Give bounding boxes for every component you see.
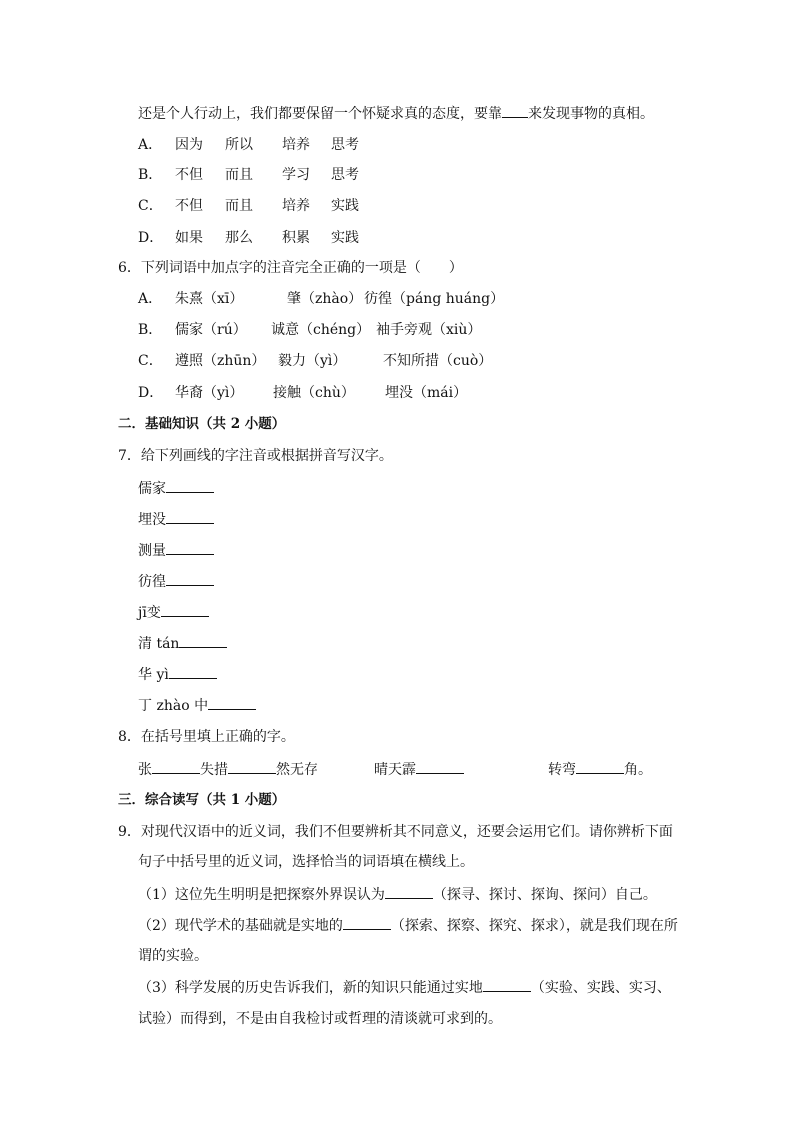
answer-blank <box>166 478 214 493</box>
q5-option-d: D． 如果 那么 积累 实践 <box>138 230 359 246</box>
q7-item: 测量 <box>138 540 214 561</box>
q7-item: 彷徨 <box>138 571 214 592</box>
answer-blank <box>228 759 276 774</box>
q9-sentence-1: （1）这位先生明明是把探察外界误认为 （探寻、探讨、探询、探问）自己。 <box>138 884 657 905</box>
q7-item: 清 tán <box>138 633 227 654</box>
q5-option-c: C． 不但 而且 培养 实践 <box>138 198 359 214</box>
q7-item: 华 yì <box>138 664 217 685</box>
section-2-heading: 二．基础知识（共 2 小题） <box>118 416 286 432</box>
q7-stem: 7．给下列画线的字注音或根据拼音写汉字。 <box>118 448 393 464</box>
answer-blank <box>169 664 217 679</box>
answer-blank <box>576 759 624 774</box>
q6-option-c: C． 遵照（zhūn） 毅力（yì） 不知所措（cuò） <box>138 353 493 369</box>
q7-item: jī变 <box>138 602 209 623</box>
answer-blank <box>483 977 531 992</box>
q7-item: 丁 zhào 中 <box>138 695 256 716</box>
q7-item: 儒家 <box>138 478 214 499</box>
q5-blank <box>502 103 528 118</box>
answer-blank <box>152 759 200 774</box>
q9-sentence-2-cont: 谓的实验。 <box>138 948 208 964</box>
q6-option-d: D． 华裔（yì） 接触（chù） 埋没（mái） <box>138 385 468 401</box>
q9-sentence-3: （3）科学发展的历史告诉我们，新的知识只能通过实地 （实验、实践、实习、 <box>138 977 671 998</box>
q8-items: 张 失措 然无存 晴天霹 转弯 角。 <box>138 759 652 780</box>
answer-blank <box>166 540 214 555</box>
q6-option-b: B． 儒家（rú） 诚意（chéng） 袖手旁观（xiù） <box>138 322 482 338</box>
q6-stem: 6．下列词语中加点字的注音完全正确的一项是（ ） <box>118 260 463 276</box>
q8-stem: 8．在括号里填上正确的字。 <box>118 729 295 745</box>
answer-blank <box>416 759 464 774</box>
answer-blank <box>161 602 209 617</box>
answer-blank <box>166 509 214 524</box>
q5-option-a: A． 因为 所以 培养 思考 <box>138 137 359 153</box>
q6-option-a: A． 朱熹（xī） 肇（zhào） 彷徨（páng huáng） <box>138 291 505 307</box>
section-3-heading: 三．综合读写（共 1 小题） <box>118 792 286 808</box>
answer-blank <box>179 633 227 648</box>
q5-option-b: B． 不但 而且 学习 思考 <box>138 167 359 183</box>
answer-blank <box>385 884 433 899</box>
q9-stem-line-1: 9．对现代汉语中的近义词，我们不但要辨析其不同意义，还要会运用它们。请你辨析下面 <box>118 824 673 840</box>
q9-stem-line-2: 句子中括号里的近义词，选择恰当的词语填在横线上。 <box>138 854 474 870</box>
q9-sentence-3-cont: 试验）而得到，不是由自我检讨或哲理的清谈就可求到的。 <box>138 1011 502 1027</box>
q5-continuation: 还是个人行动上，我们都要保留一个怀疑求真的态度，要靠 来发现事物的真相。 <box>138 103 654 124</box>
q9-sentence-2: （2）现代学术的基础就是实地的 （探索、探察、探究、探求），就是我们现在所 <box>138 915 678 936</box>
answer-blank <box>343 915 391 930</box>
q7-item: 埋没 <box>138 509 214 530</box>
answer-blank <box>166 571 214 586</box>
answer-blank <box>208 695 256 710</box>
